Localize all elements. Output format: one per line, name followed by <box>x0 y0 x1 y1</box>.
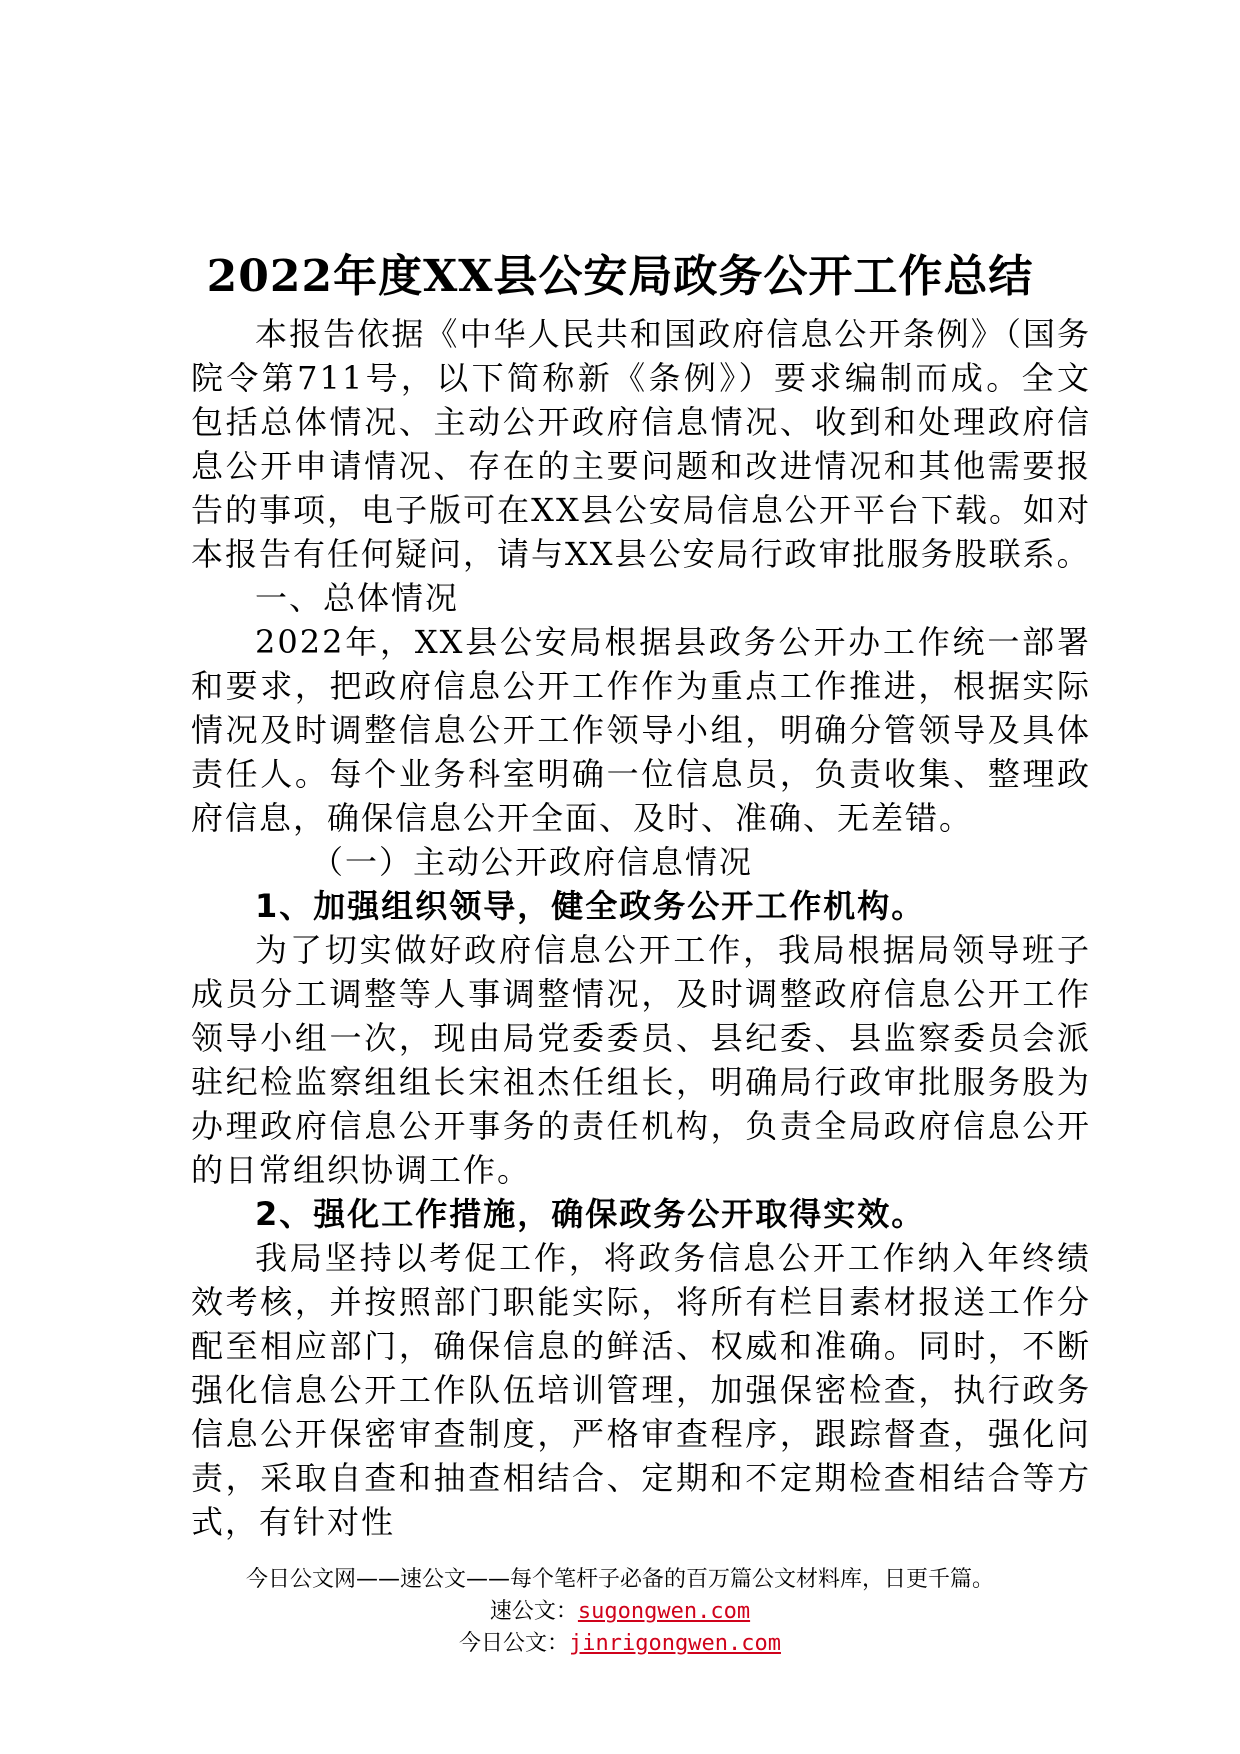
document-title: 2022年度XX县公安局政务公开工作总结 <box>206 251 1034 302</box>
jinrigongwen-link[interactable]: jinrigongwen.com <box>569 1631 781 1656</box>
section-heading-overview: 一、总体情况 <box>255 579 460 617</box>
intro-paragraph: 本报告依据《中华人民共和国政府信息公开条例》（国务院令第711号，以下简称新《条例》）要求编制而成。全文包括总体情况、主动公开政府信息情况、收到和处理政府信息公开申请情况、存在的主要问题和改进情况和其他需要报告的事项，电子版可在XX县公安局信息公开平台下载。如对本报告有任何疑问，请与XX县公安局行政审批服务股联系。 <box>191 315 1091 573</box>
footer-sugongwen <box>0 1594 1240 1625</box>
footer-jinrigongwen-label: 今日公文： <box>459 1631 570 1656</box>
overview-paragraph: 2022年，XX县公安局根据县政务公开办工作统一部署和要求，把政府信息公开工作作为重点工作推进，根据实际情况及时调整信息公开工作领导小组，明确分管领导及具体责任人。每个业务科室明确一位信息员，负责收集、整理政府信息，确保信息公开全面、及时、准确、无差错。 <box>191 623 1091 837</box>
measures-paragraph: 我局坚持以考促工作，将政务信息公开工作纳入年终绩效考核，并按照部门职能实际，将所有栏目素材报送工作分配至相应部门，确保信息的鲜活、权威和准确。同时，不断强化信息公开工作队伍培训管理，加强保密检查，执行政务信息公开保密审查制度，严格审查程序，跟踪督查，强化问责，采取自查和抽查相结合、定期和不定期检查相结合等方式，有针对性 <box>191 1239 1091 1541</box>
subsection-heading-active-disclosure: （一）主动公开政府信息情况 <box>311 843 754 881</box>
footer-sugongwen-label: 速公文： <box>489 1599 578 1624</box>
footer-jinrigongwen <box>0 1626 1240 1657</box>
sugongwen-link[interactable]: sugongwen.com <box>577 1599 751 1624</box>
footer-slogan: 今日公文网——速公文——每个笔杆子必备的百万篇公文材料库，日更千篇。 <box>245 1567 994 1592</box>
leadership-paragraph: 为了切实做好政府信息公开工作，我局根据局领导班子成员分工调整等人事调整情况，及时调整政府信息公开工作领导小组一次，现由局党委委员、县纪委、县监察委员会派驻纪检监察组组长宋祖杰任组长，明确局行政审批服务股为办理政府信息公开事务的责任机构，负责全局政府信息公开的日常组织协调工作。 <box>191 931 1091 1189</box>
item-heading-leadership: 1、加强组织领导，健全政务公开工作机构。 <box>255 887 926 925</box>
item-heading-measures: 2、强化工作措施，确保政务公开取得实效。 <box>255 1195 926 1233</box>
